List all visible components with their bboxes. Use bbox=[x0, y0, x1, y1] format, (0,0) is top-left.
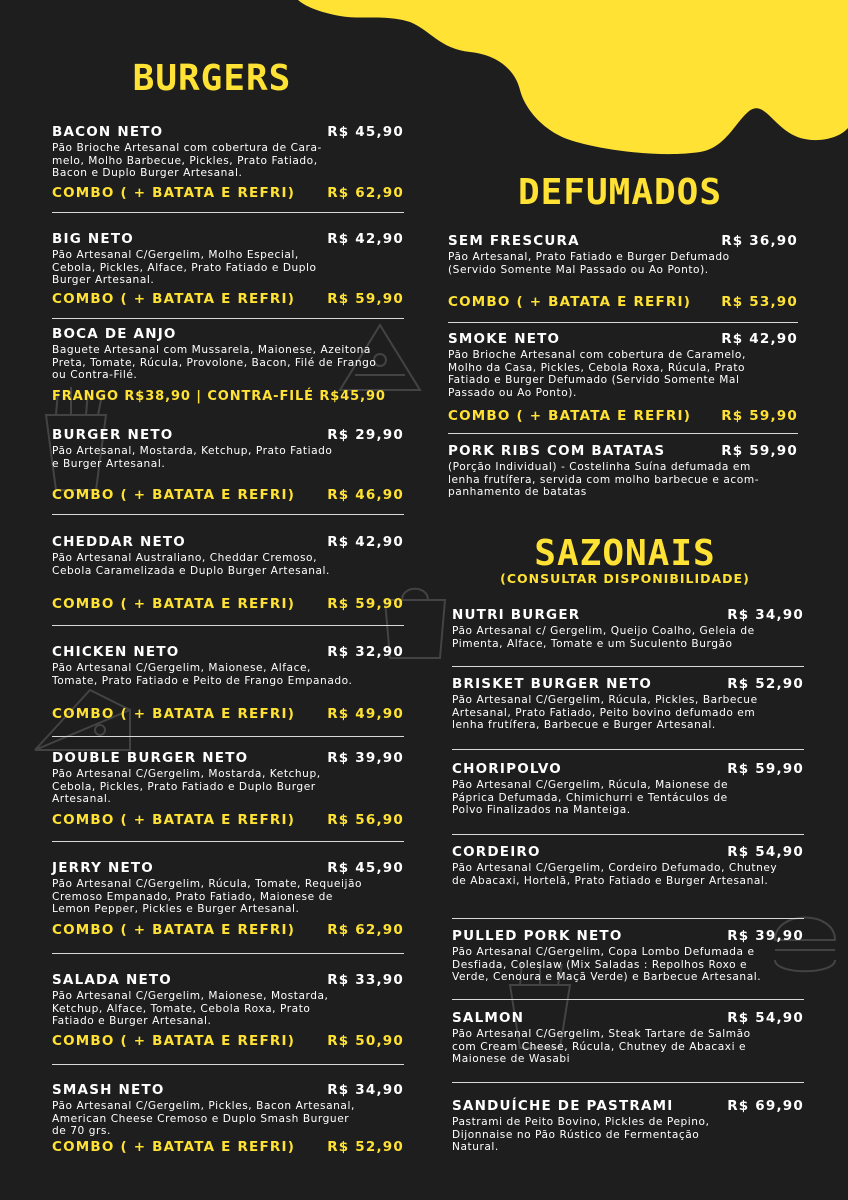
combo-price: R$ 46,90 bbox=[327, 487, 404, 503]
item-description: Pão Artesanal c/ Gergelim, Queijo Coalho, Geleia de Pimenta, Alface, Tomate e um Suculento Burgão bbox=[452, 625, 755, 650]
item-name: CHEDDAR NETO bbox=[52, 534, 186, 550]
item-description: Pão Artesanal C/Gergelim, Pickles, Bacon Artesanal, American Cheese Cremoso e Duplo Smash Burguer de 70 grs. bbox=[52, 1100, 355, 1137]
combo-price: R$ 59,90 bbox=[327, 596, 404, 612]
item-price: R$ 54,90 bbox=[727, 1010, 804, 1026]
menu-item bbox=[452, 1098, 804, 1154]
menu-item bbox=[452, 844, 804, 887]
item-description: Pão Artesanal C/Gergelim, Cordeiro Defumado, Chutney de Abacaxi, Hortelã, Prato Fatiado e Burger Artesanal. bbox=[452, 862, 778, 887]
combo-label: COMBO ( + BATATA E REFRI) bbox=[52, 922, 296, 938]
combo-price: R$ 62,90 bbox=[327, 922, 404, 938]
item-price: R$ 59,90 bbox=[721, 443, 798, 459]
item-header bbox=[452, 761, 804, 778]
combo-label: FRANGO R$38,90 | CONTRA-FILÉ R$45,90 bbox=[52, 389, 386, 404]
item-name: BURGER NETO bbox=[52, 427, 174, 443]
combo-price: R$ 50,90 bbox=[327, 1033, 404, 1049]
combo-label: COMBO ( + BATATA E REFRI) bbox=[52, 812, 296, 828]
item-description: Pão Artesanal C/Gergelim, Rúcula, Maionese de Páprica Defumada, Chimichurri e Tentáculos de Polvo Finalizados na Manteiga. bbox=[452, 779, 729, 816]
item-price: R$ 29,90 bbox=[327, 427, 404, 443]
item-name: SMOKE NETO bbox=[448, 331, 561, 347]
item-description: Pão Artesanal C/Gergelim, Steak Tartare de Salmão com Cream Cheese, Rúcula, Chutney de Abacaxi e Maionese de Wasabi bbox=[452, 1028, 751, 1065]
item-price: R$ 34,90 bbox=[327, 1082, 404, 1098]
item-description: Pão Brioche Artesanal com cobertura de Caramelo, Molho da Casa, Pickles, Cebola Roxa, Rúcula, Prato Fatiado e Burger Defumado (Servido Somente Mal Passado ou Ao Ponto). bbox=[448, 349, 746, 399]
item-header bbox=[452, 928, 804, 945]
item-header bbox=[448, 443, 798, 460]
item-header bbox=[452, 1010, 804, 1027]
item-price: R$ 45,90 bbox=[327, 860, 404, 876]
item-description: Pão Artesanal C/Gergelim, Rúcula, Pickles, Barbecue Artesanal, Prato Fatiado, Peito bovino defumado em lenha frutífera, Barbecue e Burger Artesanal. bbox=[452, 694, 758, 731]
item-name: PORK RIBS COM BATATAS bbox=[448, 443, 666, 459]
menu-item bbox=[452, 928, 804, 984]
item-description: (Porção Individual) - Costelinha Suína defumada em lenha frutífera, servida com molho barbecue e acom- panhamento de batatas bbox=[448, 461, 760, 498]
combo-label: COMBO ( + BATATA E REFRI) bbox=[52, 706, 296, 722]
item-header bbox=[448, 233, 798, 250]
combo-label: COMBO ( + BATATA E REFRI) bbox=[448, 408, 692, 424]
item-divider bbox=[452, 1082, 804, 1083]
combo-label: COMBO ( + BATATA E REFRI) bbox=[52, 1033, 296, 1049]
item-description: Pão Artesanal C/Gergelim, Rúcula, Tomate, Requeijão Cremoso Empanado, Prato Fatiado, Maionese de Lemon Pepper, Pickles e Burger Artesanal. bbox=[52, 878, 363, 915]
item-name: CORDEIRO bbox=[452, 844, 541, 860]
item-description: Pão Artesanal, Prato Fatiado e Burger Defumado (Servido Somente Mal Passado ou Ao Ponto). bbox=[448, 251, 730, 276]
menu-item bbox=[448, 233, 798, 310]
item-price: R$ 54,90 bbox=[727, 844, 804, 860]
combo-label: COMBO ( + BATATA E REFRI) bbox=[52, 291, 296, 307]
menu-item bbox=[452, 1010, 804, 1066]
item-price: R$ 42,90 bbox=[327, 534, 404, 550]
item-price: R$ 42,90 bbox=[721, 331, 798, 347]
item-header bbox=[452, 844, 804, 861]
combo-label: COMBO ( + BATATA E REFRI) bbox=[52, 185, 296, 201]
item-description: Baguete Artesanal com Mussarela, Maionese, Azeitona Preta, Tomate, Rúcula, Provolone, Bacon, Filé de Frango ou Contra-Filé. bbox=[52, 344, 377, 381]
item-divider bbox=[452, 918, 804, 919]
combo-price: R$ 49,90 bbox=[327, 706, 404, 722]
combo-label: COMBO ( + BATATA E REFRI) bbox=[52, 487, 296, 503]
combo-price: R$ 59,90 bbox=[327, 291, 404, 307]
item-header bbox=[448, 331, 798, 348]
item-name: DOUBLE BURGER NETO bbox=[52, 750, 249, 766]
item-description: Pão Artesanal C/Gergelim, Maionese, Alface, Tomate, Prato Fatiado e Peito de Frango Empanado. bbox=[52, 662, 353, 687]
combo-label: COMBO ( + BATATA E REFRI) bbox=[52, 1139, 296, 1155]
item-name: CHICKEN NETO bbox=[52, 644, 180, 660]
item-description: Pão Artesanal Australiano, Cheddar Cremoso, Cebola Caramelizada e Duplo Burger Artesanal. bbox=[52, 552, 330, 577]
menu-item bbox=[448, 331, 798, 424]
item-divider bbox=[452, 749, 804, 750]
item-header bbox=[452, 607, 804, 624]
item-price: R$ 59,90 bbox=[727, 761, 804, 777]
item-price: R$ 39,90 bbox=[727, 928, 804, 944]
item-price: R$ 33,90 bbox=[327, 972, 404, 988]
item-name: SALMON bbox=[452, 1010, 525, 1026]
item-name: JERRY NETO bbox=[52, 860, 154, 876]
item-price: R$ 45,90 bbox=[327, 124, 404, 140]
sazonais-title: SAZONAIS bbox=[534, 533, 716, 574]
item-description: Pão Brioche Artesanal com cobertura de Cara- melo, Molho Barbecue, Pickles, Prato Fatiado, Bacon e Duplo Burger Artesanal. bbox=[52, 142, 322, 179]
item-description: Pão Artesanal C/Gergelim, Copa Lombo Defumada e Desfiada, Coleslaw (Mix Saladas : Repolhos Roxo e Verde, Cenoura e Maçã Verde) e Barbecue Artesanal. bbox=[452, 946, 762, 983]
item-price: R$ 34,90 bbox=[727, 607, 804, 623]
combo-label: COMBO ( + BATATA E REFRI) bbox=[52, 596, 296, 612]
item-price: R$ 69,90 bbox=[727, 1098, 804, 1114]
item-header bbox=[452, 676, 804, 693]
item-price: R$ 52,90 bbox=[727, 676, 804, 692]
item-name: SANDUÍCHE DE PASTRAMI bbox=[452, 1098, 674, 1114]
item-name: BIG NETO bbox=[52, 231, 134, 247]
item-divider bbox=[448, 322, 798, 323]
item-name: BRISKET BURGER NETO bbox=[452, 676, 653, 692]
menu-item bbox=[452, 761, 804, 817]
item-header bbox=[452, 1098, 804, 1115]
menu-item bbox=[452, 676, 804, 732]
item-divider bbox=[452, 666, 804, 667]
combo-price: R$ 62,90 bbox=[327, 185, 404, 201]
combo-line bbox=[448, 294, 798, 310]
item-name: SMASH NETO bbox=[52, 1082, 165, 1098]
combo-price: R$ 52,90 bbox=[327, 1139, 404, 1155]
burgers-title: BURGERS bbox=[132, 58, 292, 99]
item-name: PULLED PORK NETO bbox=[452, 928, 623, 944]
item-name: CHORIPOLVO bbox=[452, 761, 562, 777]
item-divider bbox=[452, 999, 804, 1000]
item-description: Pão Artesanal C/Gergelim, Maionese, Mostarda, Ketchup, Alface, Tomate, Cebola Roxa, Prato Fatiado e Burger Artesanal. bbox=[52, 990, 329, 1027]
item-name: SEM FRESCURA bbox=[448, 233, 580, 249]
combo-label: COMBO ( + BATATA E REFRI) bbox=[448, 294, 692, 310]
item-description: Pastrami de Peito Bovino, Pickles de Pepino, Dijonnaise no Pão Rústico de Fermentação Natural. bbox=[452, 1116, 710, 1153]
menu-item bbox=[448, 443, 798, 499]
item-description: Pão Artesanal C/Gergelim, Mostarda, Ketchup, Cebola, Pickles, Prato Fatiado e Duplo Burger Artesanal. bbox=[52, 768, 321, 805]
item-description: Pão Artesanal C/Gergelim, Molho Especial, Cebola, Pickles, Alface, Prato Fatiado e Duplo Burger Artesanal. bbox=[52, 249, 317, 286]
defumados-title: DEFUMADOS bbox=[517, 172, 723, 213]
sazonais-subtitle: (CONSULTAR DISPONIBILIDADE) bbox=[500, 571, 750, 586]
item-price: R$ 36,90 bbox=[721, 233, 798, 249]
item-price: R$ 42,90 bbox=[327, 231, 404, 247]
item-name: SALADA NETO bbox=[52, 972, 172, 988]
item-name: BOCA DE ANJO bbox=[52, 326, 177, 342]
item-name: NUTRI BURGER bbox=[452, 607, 581, 623]
item-description: Pão Artesanal, Mostarda, Ketchup, Prato Fatiado e Burger Artesanal. bbox=[52, 445, 333, 470]
combo-price: R$ 59,90 bbox=[721, 408, 798, 424]
item-price: R$ 32,90 bbox=[327, 644, 404, 660]
item-divider bbox=[452, 834, 804, 835]
combo-line bbox=[448, 408, 798, 424]
item-price: R$ 39,90 bbox=[327, 750, 404, 766]
menu-item bbox=[452, 607, 804, 650]
combo-price: R$ 53,90 bbox=[721, 294, 798, 310]
item-divider bbox=[448, 433, 798, 434]
item-name: BACON NETO bbox=[52, 124, 164, 140]
combo-price: R$ 56,90 bbox=[327, 812, 404, 828]
